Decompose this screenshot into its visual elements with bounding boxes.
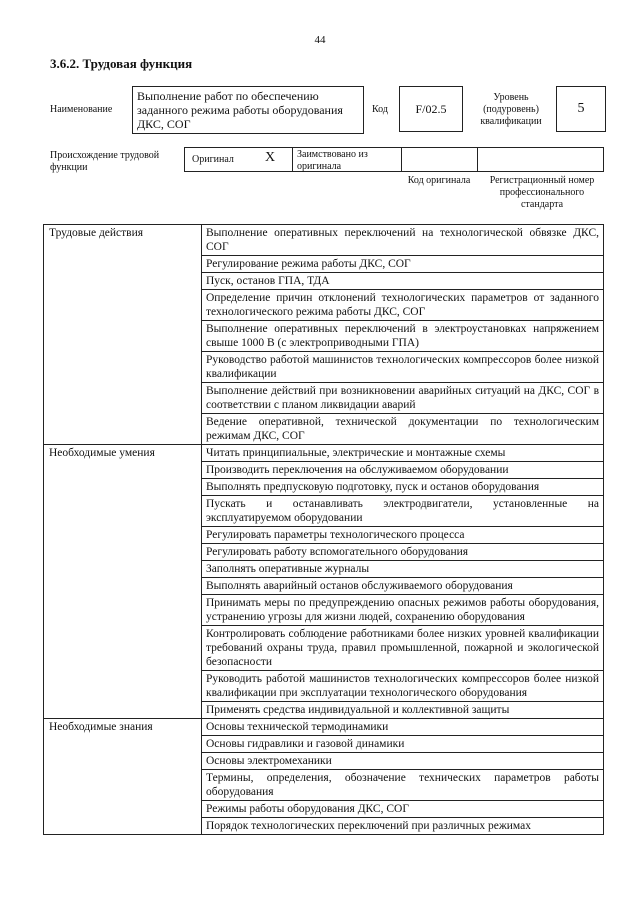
name-label: Наименование: [50, 104, 113, 115]
section-item: Определение причин отклонений технологических параметров от заданного технологического режима работы ДКС, СОГ: [202, 290, 604, 321]
section-item: Регулировать работу вспомогательного оборудования: [202, 544, 604, 561]
original-label: Оригинал: [192, 154, 234, 165]
level-value: 5: [577, 101, 585, 116]
function-name: Выполнение работ по обеспечению заданного режима работы оборудования ДКС, СОГ: [137, 89, 343, 131]
section-item: Выполнение оперативных переключений в электроустановках напряжением свыше 1000 В (с электроприводными ГПА): [202, 321, 604, 352]
section-item: Читать принципиальные, электрические и монтажные схемы: [202, 445, 604, 462]
section-item: Выполнять аварийный останов обслуживаемого оборудования: [202, 578, 604, 595]
section-item: Выполнение оперативных переключений на технологической обвязке ДКС, СОГ: [202, 225, 604, 256]
origin-label: Происхождение трудовой функции: [50, 150, 160, 173]
function-table: [43, 224, 604, 835]
section-item: Основы гидравлики и газовой динамики: [202, 736, 604, 753]
level-box: [556, 86, 606, 132]
table-row: [44, 225, 604, 256]
section-item: Пуск, останов ГПА, ТДА: [202, 273, 604, 290]
code-box: [399, 86, 463, 132]
section-item: Руководить работой машинистов технологических компрессоров более низкой квалификации при эксплуатации технологического оборудования: [202, 671, 604, 702]
section-title: 3.6.2. Трудовая функция: [50, 56, 193, 71]
section-item: Заполнять оперативные журналы: [202, 561, 604, 578]
section-item: Выполнять предпусковую подготовку, пуск и останов оборудования: [202, 479, 604, 496]
section-item: Принимать меры по предупреждению опасных режимов работы оборудования, устранению угрозы для жизни людей, сохранению оборудования: [202, 595, 604, 626]
section-item: Основы электромеханики: [202, 753, 604, 770]
borrowed-label: Заимствовано из оригинала: [297, 149, 368, 172]
section-title-cell: Необходимые знания: [44, 719, 202, 835]
section-item: Применять средства индивидуальной и коллективной защиты: [202, 702, 604, 719]
section-item: Ведение оперативной, технической документации по технологическим режимам ДКС, СОГ: [202, 414, 604, 445]
function-name-box: [132, 86, 364, 134]
table-row: [44, 445, 604, 462]
code-original-caption: Код оригинала: [407, 175, 471, 186]
original-mark: X: [265, 150, 276, 165]
level-label: Уровень (подуровень) квалификации: [480, 92, 542, 127]
page-number: 44: [314, 34, 326, 46]
section-item: Пускать и останавливать электродвигатели, установленные на эксплуатируемом оборудовании: [202, 496, 604, 527]
section-item: Регулирование режима работы ДКС, СОГ: [202, 256, 604, 273]
origin-divider: [477, 147, 478, 172]
section-item: Регулировать параметры технологического процесса: [202, 527, 604, 544]
reg-number-caption: Регистрационный номер профессионального стандарта: [489, 175, 595, 210]
function-table-body: [44, 225, 604, 835]
table-row: [44, 719, 604, 736]
code-value: F/02.5: [415, 101, 447, 116]
section-title-cell: Трудовые действия: [44, 225, 202, 445]
section-item: Основы технической термодинамики: [202, 719, 604, 736]
origin-divider: [292, 147, 293, 172]
code-label: Код: [372, 104, 388, 115]
section-item: Выполнение действий при возникновении аварийных ситуаций на ДКС, СОГ в соответствии с планом ликвидации аварий: [202, 383, 604, 414]
section-item: Режимы работы оборудования ДКС, СОГ: [202, 801, 604, 818]
section-item: Руководство работой машинистов технологических компрессоров более низкой квалификации: [202, 352, 604, 383]
section-item: Производить переключения на обслуживаемом оборудовании: [202, 462, 604, 479]
section-item: Порядок технологических переключений при различных режимах: [202, 818, 604, 835]
section-item: Термины, определения, обозначение технических параметров работы оборудования: [202, 770, 604, 801]
origin-divider: [401, 147, 402, 172]
section-item: Контролировать соблюдение работниками более низких уровней квалификации требований охраны труда, правил промышленной, пожарной и экологической безопасности: [202, 626, 604, 671]
section-title-cell: Необходимые умения: [44, 445, 202, 719]
